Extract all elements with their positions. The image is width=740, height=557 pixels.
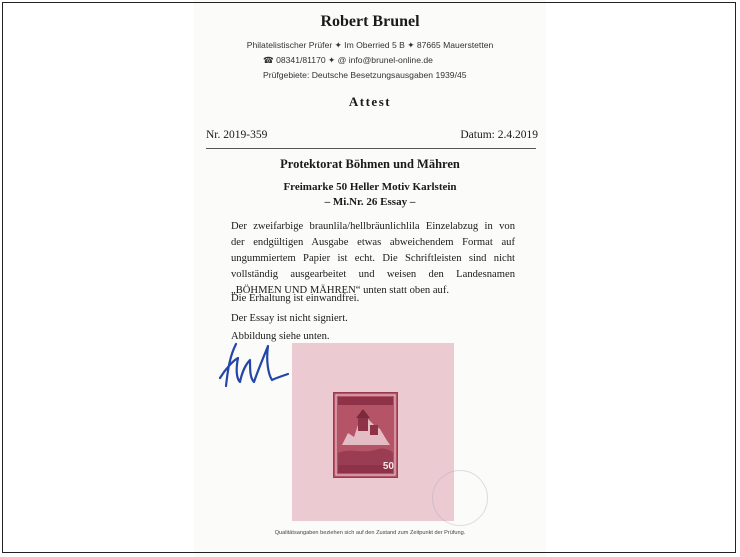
expert-fields: Prüfgebiete: Deutsche Besetzungsausgaben 1939/45 bbox=[263, 70, 467, 80]
handwritten-signature bbox=[212, 338, 292, 388]
certificate-date: Datum: 2.4.2019 bbox=[460, 129, 538, 141]
territory-heading: Protektorat Böhmen und Mähren bbox=[280, 157, 460, 171]
expert-name: Robert Brunel bbox=[320, 13, 420, 30]
description-line: „BÖHMEN UND MÄHREN“ unten statt oben auf. bbox=[231, 285, 450, 296]
description-line: der endgültigen Ausgabe etwas abweichendem Format auf bbox=[231, 237, 515, 248]
condition-statement: Die Erhaltung ist einwandfrei. bbox=[231, 293, 360, 304]
document-title: Attest bbox=[348, 94, 392, 109]
expert-contact-text: 08341/81170 ✦ @ info@brunel-online.de bbox=[276, 55, 433, 65]
description-line: vollständig ausgearbeitet und weisen den Landesnamen bbox=[231, 269, 515, 280]
stamp-essay-image bbox=[333, 392, 398, 478]
signature-statement: Der Essay ist nicht signiert. bbox=[231, 313, 348, 324]
footer-disclaimer: Qualitätsangaben beziehen sich auf den Zustand zum Zeitpunkt der Prüfung. bbox=[274, 530, 466, 536]
expert-address: Philatelistischer Prüfer ✦ Im Oberried 5 B ✦ 87665 Mauerstetten bbox=[246, 40, 494, 50]
divider bbox=[206, 148, 536, 149]
description-paragraph bbox=[231, 219, 515, 299]
item-heading: Freimarke 50 Heller Motiv Karlstein bbox=[283, 181, 457, 193]
certificate-number: Nr. 2019-359 bbox=[206, 129, 268, 141]
embossed-seal bbox=[432, 470, 488, 526]
catalog-number: – Mi.Nr. 26 Essay – bbox=[324, 196, 416, 208]
expert-contact bbox=[263, 55, 433, 66]
illustration-note: Abbildung siehe unten. bbox=[231, 331, 330, 342]
description-line: Der zweifarbige braunlila/hellbräunlichlila Einzelabzug in von bbox=[231, 221, 515, 232]
description-line: ungummiertem Papier ist echt. Die Schriftleisten sind nicht bbox=[231, 253, 515, 264]
phone-icon: ☎ bbox=[263, 55, 277, 65]
stamp-value: 50 bbox=[382, 461, 394, 472]
